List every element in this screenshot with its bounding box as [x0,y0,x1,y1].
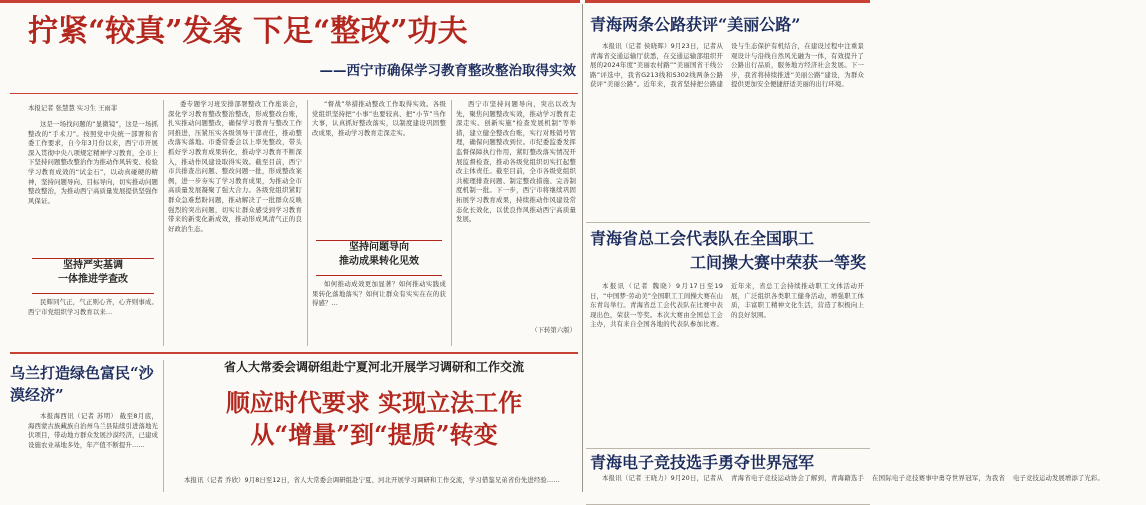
right-column-divider [582,4,583,492]
lower-center-kicker: 省人大常委会调研组赴宁夏河北开展学习调研和工作交流 [223,360,524,374]
right-top-body: 本报讯（记者 侯晓晖）9月23日，记者从青海省交通运输厅获悉，在交通运输部组织开展的2024年度“美丽农村路”“美丽国省干线公路”评选中，我省G213线和S302线两条公路获评“美丽公路”。近年来，我省坚持把公路建设与生态保护有机结合，在建设过程中注重景观设计与沿线自然风光融为一体，有效提升了公路出行品质，服务地方经济社会发展。下一步，我省将持续推进“美丽公路”建设，为群众提供更加安全便捷舒适美丽的出行环境。 [590,42,864,89]
right-middle-headline-2: 工间操大赛中荣获一等奖 [689,253,866,272]
top-red-rule-right [585,0,870,3]
lower-left-headline: 乌兰打造绿色富民“沙漠经济” [10,364,154,404]
lower-left-body: 本报海西讯（记者 苏明） 截至8月底，海西蒙古族藏族自治州乌兰县陆续引进落地光伏项目，带动地方群众发展沙漠经济，已建成设施农业基地多处，年产值不断提升…… [28,412,158,449]
col-divider [163,100,164,346]
main-col1-top: 这是一场找问题的“显微镜”，这是一场抓整改的“手术刀”。按照党中央统一部署和省委工作要求，自今年3月份以来，西宁市开展深入贯彻中央八项规定精神学习教育，全市上下坚持问题整改整治作为推动作风转变、检验学习教育成效的“试金石”，以动真碰硬的精神，坚持问题导向、目标导向，切实推动问题整改整治，为推动西宁高质量发展提供坚强作风保证。 [28,120,158,205]
col-divider [163,360,164,492]
col1-subhead: 坚持严实基调 一体推进学查改 [58,260,128,285]
right-bottom-body: 本报讯（记者 王晓力）9月20日，记者从青海省电子竞技运动协会了解到，青海籍选手在国际电子竞技赛事中勇夺世界冠军，为我省电子竞技运动发展增添了光彩。 [602,474,1104,482]
main-col4: 西宁市坚持问题导向，突出以改为先，聚焦问题整改实效，推动学习教育走深走实。创新实施“检查发展机制”等举措，建立健全整改台账，实行对账销号管理，确保问题整改到位。市纪委监委发挥监督保障执行作用，紧盯整改落实情况开展监督检查，推动各级党组织切实扛起整改主体责任。截至目前，全市各级党组织共梳理排查问题、制定整改措施、完善制度机制一批。下一步，西宁市将继续巩固拓展学习教育成果，持续推动作风建设常态化长效化，以优良作风推动西宁高质量发展。 [456,100,576,224]
continued-note: （下转第六版） [531,326,576,334]
main-col3-top: “督战”举措推动整改工作取得实效。各级党组织坚持把“小事”也要较真、把“小节”当作大事，认真抓好整改落实，以制度建设巩固整改成果，推动学习教育走深走实。 [312,100,446,137]
right-top-headline: 青海两条公路获评“美丽公路” [590,15,801,34]
right-divider [586,222,870,223]
main-subtitle: ——西宁市确保学习教育整改整治取得实效 [319,63,576,79]
col3-subhead-box [316,240,442,276]
main-col3-bottom: 如何推动成效更加显著？如何推动实践成果转化落地落实？如何让群众有实实在在的获得感？… [312,280,446,308]
top-red-rule [0,0,580,3]
main-bottom-rule [10,352,578,354]
right-middle-headline-1: 青海省总工会代表队在全国职工 [590,229,815,248]
main-byline: 本报记者 张慧慧 实习生 王雨菲 [28,104,118,112]
headline-divider [10,93,578,94]
right-middle-body: 本报讯（记者 魏晓）9月17日至19日，“中国梦·劳动美”全国职工工间操大赛在山东青岛举行。青海省总工会代表队在比赛中表现出色，荣获一等奖。本次大赛由全国总工会主办，共有来自全国各地的代表队参加比赛。近年来，省总工会持续推动职工文体活动开展，广泛组织各类职工健身活动，增强职工体质，丰富职工精神文化生活，营造了积极向上的良好氛围。 [590,282,864,329]
col3-subhead: 坚持问题导向 推动成果转化见效 [339,242,419,267]
lower-center-headline-2: 从“增量”到“提质”转变 [250,420,498,449]
main-col2: 委专题学习班安排部署整改工作座谈会，深化学习教育整改整治整改，形成整改台账，扎实推动问题整改，确保学习教育与整改工作同推进，压紧压实各级领导干部责任，推动整改落实落地。市委常委会以上率先整改，带头抓好学习教育成果转化，推动学习教育不断深入，推动作风建设取得实效。截至目前，西宁市共排查出问题、整改问题一批，形成整改案例，进一步夯实了学习教育成果，为推动全市高质量发展凝聚了强大合力。各级党组织紧盯群众急难愁盼问题，推动解决了一批群众反映强烈的突出问题，切实让群众感受到学习教育带来的新变化新成效，推动形成风清气正的良好政治生态。 [168,100,302,233]
col-divider [307,100,308,346]
right-divider-bottom [586,448,870,449]
main-headline: 拧紧“较真”发条 下足“整改”功夫 [28,14,468,49]
main-col1-bottom: 民辉同气正，气正则心齐，心齐则事成。西宁市党组织学习教育以来... [28,298,158,316]
col1-subhead-box [32,258,154,294]
lower-center-headline-1: 顺应时代要求 实现立法工作 [225,388,523,417]
right-bottom-headline: 青海电子竞技选手勇夺世界冠军 [590,453,815,472]
col-divider [451,100,452,346]
lower-center-body: 本报讯（记者 乔欣）9月8日至12日，省人大常委会调研组赴宁夏、河北开展学习调研和工作交流，学习借鉴兄弟省份先进经验…… [184,476,560,484]
